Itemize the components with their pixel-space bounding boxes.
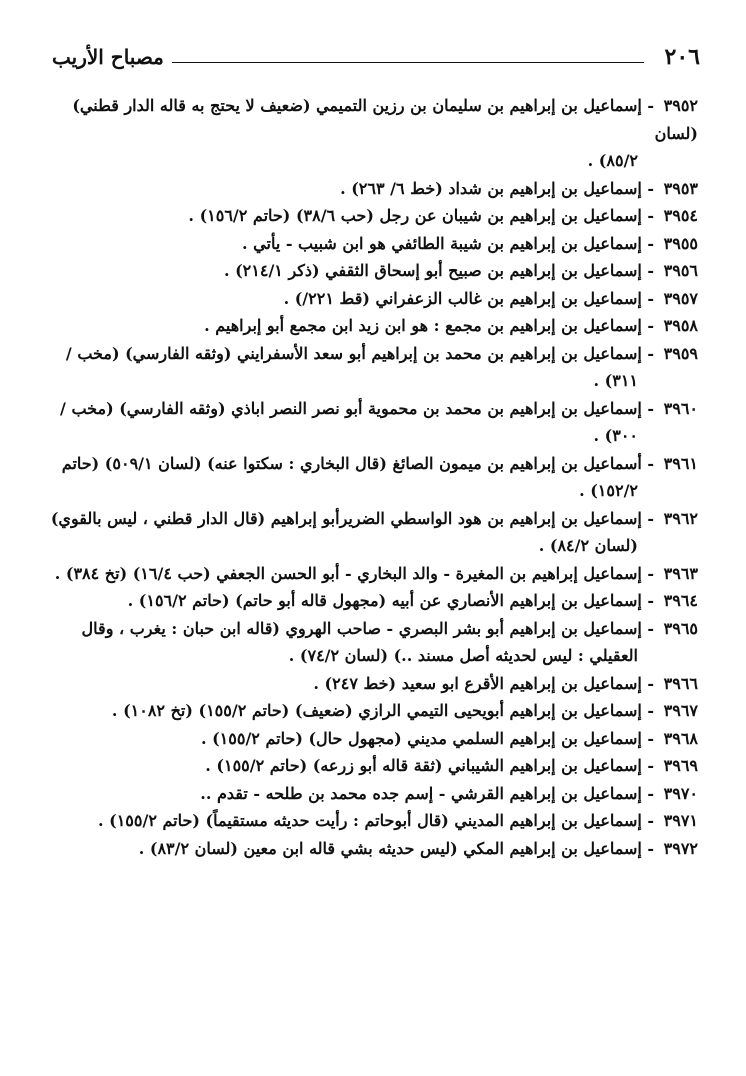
entry-continuation: ٣٠٠) .	[593, 426, 638, 445]
entry-text: إسماعيل بن إبراهيم بن محمد بن إبراهيم أبو سعد الأسفرايني (وثقه الفارسي) (مخب /	[65, 343, 642, 363]
entry-number: ٣٩٥٦	[663, 261, 698, 280]
entry-number: ٣٩٦٤	[663, 591, 698, 610]
entry-number: ٣٩٦٢	[663, 508, 698, 528]
entry-number: ٣٩٥٥	[663, 233, 698, 253]
entry-text: إسماعيل بن إبراهيم المكي (ليس حديثه بشي قاله ابن معين (لسان ٨٣/٢) .	[138, 838, 642, 858]
entry-continuation: ٨٥/٢) .	[587, 151, 638, 170]
entry-continuation: ١٥٢/٢) .	[579, 481, 638, 500]
entry-number: ٣٩٦٩	[663, 756, 698, 775]
entry-text: إسماعيل بن إبراهيم السلمي مديني (مجهول حال) (حاتم ١٥٥/٢) .	[200, 728, 642, 748]
entry-text: إسماعيل بن إبراهيم بن محمد بن محموية أبو نصر النصر اباذي (وثقه الفارسي) (مخب /	[60, 398, 642, 418]
entry-item: ٣٩٦٧ - إسماعيل بن إبراهيم أبويحيى التيمي الرازي (ضعيف) (حاتم ١٥٥/٢) (تخ ١٠٨٢) .	[111, 701, 698, 720]
header-rule	[172, 62, 644, 63]
entry-item: ٣٩٦٢ - إسماعيل بن إبراهيم بن هود الواسطي الضريرأبو إبراهيم (قال الدار قطني ، ليس بالقوي) (لسان ٨٤/٢) .	[50, 505, 698, 560]
entry-number: ٣٩٥٧	[663, 288, 698, 308]
entry-item: ٣٩٥٢ - إسماعيل بن إبراهيم بن سليمان بن رزين التميمي (ضعيف لا يحتج به قاله الدار قطني) (لسان ٨٥/٢) .	[50, 92, 698, 175]
entry-item: ٣٩٧١ - إسماعيل بن إبراهيم المديني (قال أبوحاتم : رأيت حديثه مستقيماً) (حاتم ١٥٥/٢) .	[97, 811, 698, 830]
entry-number: ٣٩٥٤	[663, 206, 698, 225]
entry-text: إسماعيل بن إبراهيم المديني (قال أبوحاتم : رأيت حديثه مستقيماً) (حاتم ١٥٥/٢) .	[97, 811, 642, 830]
entry-number: ٣٩٦٨	[663, 728, 698, 748]
entry-number: ٣٩٥٣	[663, 178, 698, 198]
entry-number: ٣٩٦٧	[663, 701, 698, 720]
entry-text: إسماعيل بن إبراهيم بن شيبة الطائفي هو ابن شبيب - يأتي .	[242, 233, 642, 253]
entry-continuation: (لسان ٨٤/٢) .	[538, 536, 638, 555]
entry-number: ٣٩٥٩	[663, 343, 698, 363]
entry-item: ٣٩٥٦ - إسماعيل بن إبراهيم بن صبيح أبو إسحاق الثقفي (ذكر ٢١٤/١) .	[223, 261, 698, 280]
entry-continuation: ٣١١) .	[593, 371, 638, 390]
entry-item: ٣٩٦١ - أسماعيل بن إبراهيم بن ميمون الصائغ (قال البخاري : سكتوا عنه) (لسان ٥٠٩/١) (حاتم ١٥٢/٢) .	[50, 450, 698, 505]
entry-text: إسماعيل بن إبراهيم أبو بشر البصري - صاحب الهروي (قاله ابن حبان : يغرب ، وقال	[81, 618, 642, 638]
entry-list	[50, 92, 698, 862]
entry-text: إسماعيل بن إبراهيم بن سليمان بن رزين التميمي (ضعيف لا يحتج به قاله الدار قطني) (لسان	[72, 96, 698, 143]
entry-text: إسماعيل بن إبراهيم الشيباني (ثقة قاله أبو زرعه) (حاتم ١٥٥/٢) .	[205, 756, 642, 775]
entry-number: ٣٩٦٠	[663, 398, 698, 418]
entry-number: ٣٩٦٥	[663, 618, 698, 638]
running-title: مصباح الأريب	[52, 45, 164, 69]
entry-text: إسماعيل بن إبراهيم بن غالب الزعفراني (قط ٢٢١/) .	[283, 288, 642, 308]
entry-item: ٣٩٧٠ - إسماعيل بن إبراهيم القرشي - إسم جده محمد بن طلحه - تقدم ..	[200, 783, 698, 803]
page-number: ٢٠٦	[664, 44, 700, 70]
entry-text: إسماعيل بن إبراهيم بن هود الواسطي الضريرأبو إبراهيم (قال الدار قطني ، ليس بالقوي)	[50, 508, 642, 528]
entry-number: ٣٩٥٨	[663, 316, 698, 335]
entry-item: ٣٩٦٣ - إسماعيل إبراهيم بن المغيرة - والد البخاري - أبو الحسن الجعفي (حب ١٦/٤) (تخ ٣٨٤) .	[54, 563, 698, 583]
entry-text: إسماعيل بن إبراهيم أبويحيى التيمي الرازي (ضعيف) (حاتم ١٥٥/٢) (تخ ١٠٨٢) .	[111, 701, 642, 720]
entry-item: ٣٩٦٩ - إسماعيل بن إبراهيم الشيباني (ثقة قاله أبو زرعه) (حاتم ١٥٥/٢) .	[205, 756, 698, 775]
entry-text: أسماعيل بن إبراهيم بن ميمون الصائغ (قال البخاري : سكتوا عنه) (لسان ٥٠٩/١) (حاتم	[61, 453, 642, 473]
entry-item: ٣٩٥٣ - إسماعيل بن إبراهيم بن شداد (خط ٦/ ٢٦٣) .	[340, 178, 698, 198]
entry-continuation: العقيلي : ليس لحديثه أصل مسند ..) (لسان ٧٤/٢) .	[288, 646, 638, 665]
entry-item: ٣٩٦٨ - إسماعيل بن إبراهيم السلمي مديني (مجهول حال) (حاتم ١٥٥/٢) .	[200, 728, 698, 748]
entry-item: ٣٩٦٤ - إسماعيل بن إبراهيم الأنصاري عن أبيه (مجهول قاله أبو حاتم) (حاتم ١٥٦/٢) .	[127, 591, 698, 610]
entry-number: ٣٩٦١	[663, 453, 698, 473]
entry-number: ٣٩٧١	[663, 811, 698, 830]
entry-text: إسماعيل بن إبراهيم بن شيبان عن رجل (حب ٣٨/٦) (حاتم ١٥٦/٢) .	[188, 206, 642, 225]
entry-text: إسماعيل بن إبراهيم القرشي - إسم جده محمد بن طلحه - تقدم ..	[200, 783, 642, 803]
entry-text: إسماعيل إبراهيم بن المغيرة - والد البخاري - أبو الحسن الجعفي (حب ١٦/٤) (تخ ٣٨٤) .	[54, 563, 642, 583]
entry-number: ٣٩٧٠	[663, 783, 698, 803]
entry-number: ٣٩٧٢	[663, 838, 698, 858]
entry-item: ٣٩٥٧ - إسماعيل بن إبراهيم بن غالب الزعفراني (قط ٢٢١/) .	[283, 288, 698, 308]
entry-text: إسماعيل بن إبراهيم الأقرع ابو سعيد (خط ٢٤٧) .	[313, 673, 642, 693]
entry-text: إسماعيل بن إبراهيم بن شداد (خط ٦/ ٢٦٣) .	[340, 178, 642, 198]
entry-item: ٣٩٥٥ - إسماعيل بن إبراهيم بن شيبة الطائفي هو ابن شبيب - يأتي .	[242, 233, 698, 253]
entry-number: ٣٩٦٣	[663, 563, 698, 583]
entry-item: ٣٩٥٤ - إسماعيل بن إبراهيم بن شيبان عن رجل (حب ٣٨/٦) (حاتم ١٥٦/٢) .	[188, 206, 698, 225]
entry-text: إسماعيل بن إبراهيم الأنصاري عن أبيه (مجهول قاله أبو حاتم) (حاتم ١٥٦/٢) .	[127, 591, 642, 610]
entry-item: ٣٩٥٩ - إسماعيل بن إبراهيم بن محمد بن إبراهيم أبو سعد الأسفرايني (وثقه الفارسي) (مخب / ٣١١) .	[50, 340, 698, 395]
entry-item: ٣٩٦٠ - إسماعيل بن إبراهيم بن محمد بن محموية أبو نصر النصر اباذي (وثقه الفارسي) (مخب / ٣٠٠) .	[50, 395, 698, 450]
page-header	[52, 42, 700, 76]
entry-item: ٣٩٦٦ - إسماعيل بن إبراهيم الأقرع ابو سعيد (خط ٢٤٧) .	[313, 673, 698, 693]
entry-item: ٣٩٧٢ - إسماعيل بن إبراهيم المكي (ليس حديثه بشي قاله ابن معين (لسان ٨٣/٢) .	[138, 838, 698, 858]
entry-item: ٣٩٦٥ - إسماعيل بن إبراهيم أبو بشر البصري - صاحب الهروي (قاله ابن حبان : يغرب ، وقال العقيلي : ليس لحديثه أصل مسند ..) (لسان ٧٤/٢) .	[50, 615, 698, 670]
entry-number: ٣٩٥٢	[663, 96, 698, 115]
entry-text: إسماعيل بن إبراهيم بن مجمع : هو ابن زيد ابن مجمع أبو إبراهيم .	[204, 316, 642, 335]
entry-text: إسماعيل بن إبراهيم بن صبيح أبو إسحاق الثقفي (ذكر ٢١٤/١) .	[223, 261, 642, 280]
entry-item: ٣٩٥٨ - إسماعيل بن إبراهيم بن مجمع : هو ابن زيد ابن مجمع أبو إبراهيم .	[204, 316, 698, 335]
entry-number: ٣٩٦٦	[663, 673, 698, 693]
